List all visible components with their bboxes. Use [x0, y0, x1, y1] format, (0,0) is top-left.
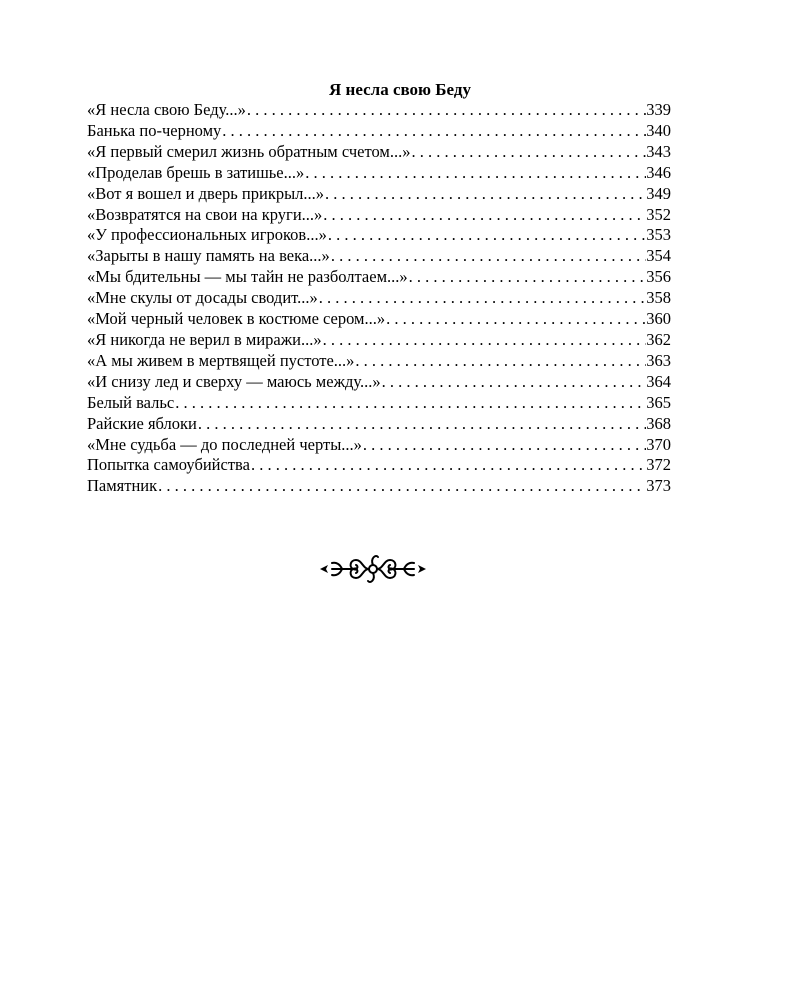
- toc-entry: [87, 121, 671, 142]
- toc-entry-page: 339: [646, 100, 671, 119]
- toc-entry: [87, 267, 671, 288]
- toc-entry: [87, 372, 671, 393]
- toc-entry-title: «И снизу лед и сверху — маюсь между...»: [87, 371, 381, 391]
- toc-entry-page: 362: [646, 329, 671, 349]
- dot-leader: [327, 225, 646, 246]
- dot-leader: [221, 121, 646, 142]
- dot-leader: [330, 246, 646, 267]
- toc-entry-title: «Я первый смерил жизнь обратным счетом...»: [87, 141, 411, 161]
- toc-entry-title: «Я несла свою Беду...»: [87, 100, 246, 119]
- toc-entry-page: 358: [646, 288, 671, 308]
- toc-entry-title: «Зарыты в нашу память на века...»: [87, 246, 330, 266]
- toc-entry-title: «Мы бдительны — мы тайн не разболтаем...»: [87, 267, 408, 287]
- table-of-contents: [87, 100, 671, 497]
- dot-leader: [318, 288, 646, 309]
- toc-entry: [87, 455, 671, 476]
- toc-entry-title: «А мы живем в мертвящей пустоте...»: [87, 350, 355, 370]
- toc-entry-title: «Возвратятся на свои на круги...»: [87, 204, 323, 224]
- dot-leader: [410, 142, 646, 163]
- toc-entry-title: «У профессиональных игроков...»: [87, 225, 327, 245]
- toc-entry: [87, 414, 671, 435]
- toc-entry-title: «Мне скулы от досады сводит...»: [87, 288, 318, 308]
- toc-entry-page: 373: [646, 476, 671, 496]
- toc-entry-page: 356: [646, 267, 671, 287]
- dot-leader: [174, 393, 646, 414]
- toc-entry: [87, 184, 671, 205]
- toc-entry: [87, 309, 671, 330]
- toc-entry-page: 370: [646, 434, 671, 454]
- dot-leader: [385, 309, 646, 330]
- dot-leader: [304, 163, 646, 184]
- dot-leader: [250, 455, 646, 476]
- dot-leader: [322, 205, 646, 226]
- toc-entry: [87, 435, 671, 456]
- toc-entry: [87, 246, 671, 267]
- toc-entry: [87, 225, 671, 246]
- toc-entry-title: «Я никогда не верил в миражи...»: [87, 329, 322, 349]
- toc-entry: [87, 476, 671, 497]
- toc-entry-page: 352: [646, 204, 671, 224]
- toc-entry-page: 343: [646, 141, 671, 161]
- toc-entry: [87, 100, 671, 121]
- toc-entry-title: «Проделав брешь в затишье...»: [87, 162, 305, 182]
- toc-entry-page: 372: [646, 455, 671, 475]
- toc-entry-page: 363: [646, 350, 671, 370]
- toc-entry-page: 364: [646, 371, 671, 391]
- dot-leader: [408, 267, 647, 288]
- toc-entry: [87, 205, 671, 226]
- toc-entry-title: «Мне судьба — до последней черты...»: [87, 434, 362, 454]
- toc-entry-page: 365: [646, 392, 671, 412]
- toc-entry-page: 349: [646, 183, 671, 203]
- toc-entry-page: 354: [646, 246, 671, 266]
- toc-entry-page: 360: [646, 309, 671, 329]
- dot-leader: [197, 414, 646, 435]
- toc-entry-page: 340: [646, 120, 671, 140]
- toc-entry: [87, 142, 671, 163]
- fleuron-ornament-icon: [318, 548, 428, 590]
- toc-entry-title: «Мой черный человек в костюме сером...»: [87, 309, 386, 329]
- section-title: Я несла свою Беду: [329, 80, 471, 99]
- toc-entry-title: Памятник: [87, 476, 158, 496]
- dot-leader: [354, 351, 646, 372]
- dot-leader: [362, 435, 646, 456]
- toc-entry: [87, 288, 671, 309]
- toc-entry: [87, 330, 671, 351]
- toc-entry-title: «Вот я вошел и дверь прикрыл...»: [87, 183, 325, 203]
- toc-entry-page: 346: [646, 162, 671, 182]
- dot-leader: [324, 184, 646, 205]
- dot-leader: [157, 476, 646, 497]
- dot-leader: [322, 330, 647, 351]
- toc-entry: [87, 393, 671, 414]
- toc-entry-title: Райские яблоки: [87, 413, 197, 433]
- toc-entry-title: Белый вальс: [87, 392, 175, 412]
- toc-entry-title: Попытка самоубийства: [87, 455, 250, 475]
- dot-leader: [246, 100, 646, 121]
- toc-entry-page: 353: [646, 225, 671, 245]
- toc-entry-page: 368: [646, 413, 671, 433]
- toc-entry-title: Банька по-черному: [87, 120, 222, 140]
- dot-leader: [381, 372, 647, 393]
- toc-entry: [87, 163, 671, 184]
- toc-entry: [87, 351, 671, 372]
